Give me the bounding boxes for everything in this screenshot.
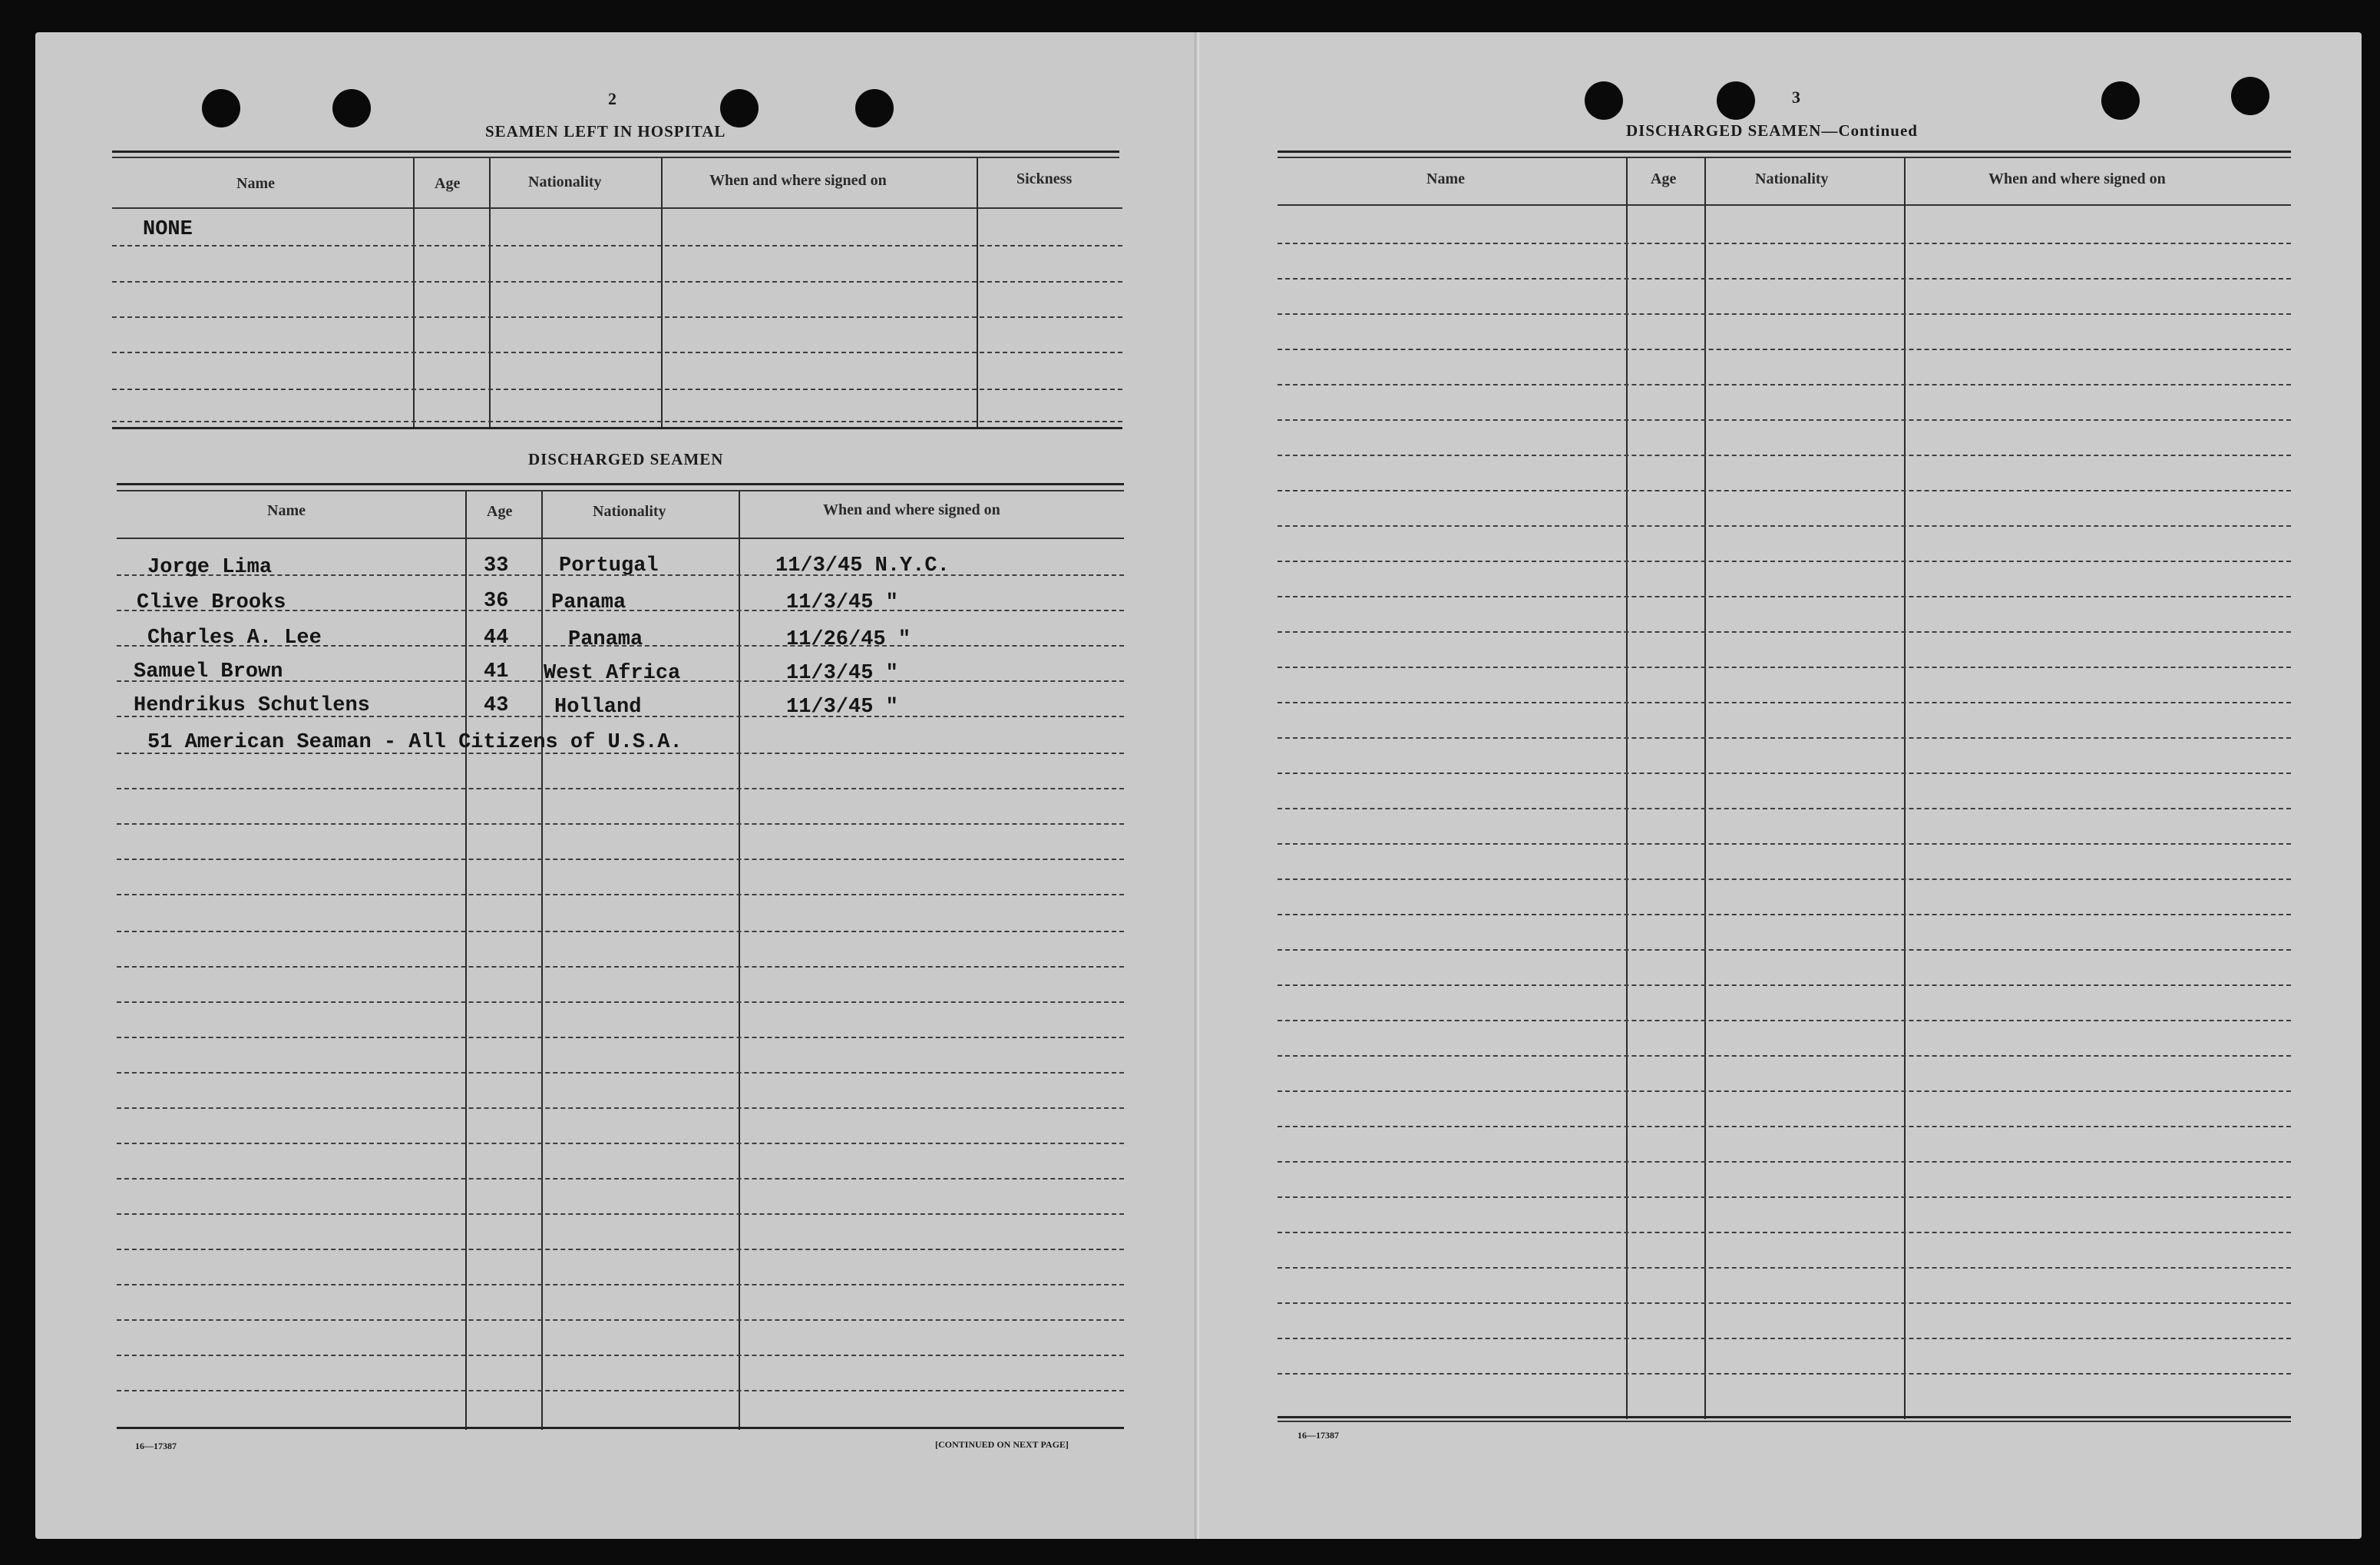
column-header-sickness: Sickness: [1016, 170, 1073, 187]
row-rule: [112, 316, 1122, 318]
seaman-signed-on: 11/3/45 ": [786, 591, 898, 614]
column-header-name: Name: [1426, 170, 1465, 187]
column-header-signed-on: When and where signed on: [709, 172, 887, 189]
left-page: [35, 32, 1198, 1539]
table-bottom-rule: [1278, 1416, 2291, 1418]
punch-hole: [1717, 81, 1755, 120]
column-divider: [413, 158, 415, 427]
row-rule: [112, 245, 1122, 246]
header-rule: [112, 207, 1122, 209]
seaman-name: Jorge Lima: [147, 556, 273, 579]
page-number: 3: [1792, 88, 1800, 107]
punch-hole: [720, 89, 759, 127]
page-number: 2: [608, 89, 616, 108]
form-number: 16—17387: [1297, 1430, 1339, 1441]
divider: [117, 483, 1124, 485]
seaman-age: 33: [484, 554, 509, 577]
column-header-age: Age: [487, 503, 513, 520]
divider: [117, 490, 1124, 491]
column-divider: [465, 491, 467, 1430]
divider: [1278, 151, 2291, 153]
column-header-name: Name: [236, 175, 275, 192]
seaman-signed-on: 11/3/45 ": [786, 696, 898, 719]
seaman-age: 36: [484, 590, 509, 613]
continued-section-title: DISCHARGED SEAMEN—Continued: [1626, 121, 1918, 140]
american-seamen-note: 51 American Seaman - All Citizens of U.S.A.: [147, 731, 683, 754]
column-header-nationality: Nationality: [593, 503, 666, 520]
seaman-age: 43: [484, 694, 509, 717]
right-page: [1199, 32, 2362, 1539]
seaman-signed-on: 11/3/45 N.Y.C.: [775, 554, 950, 577]
punch-hole: [2101, 81, 2140, 120]
header-rule: [1278, 204, 2291, 206]
column-divider: [541, 491, 543, 1430]
row-rule: [112, 421, 1122, 422]
row-rule: [112, 389, 1122, 390]
seaman-nationality: West Africa: [544, 662, 681, 685]
table-bottom-rule: [117, 1427, 1124, 1429]
punch-hole: [332, 89, 371, 127]
column-header-nationality: Nationality: [1755, 170, 1829, 187]
divider: [112, 151, 1119, 153]
divider: [1278, 157, 2291, 158]
column-header-name: Name: [267, 502, 306, 519]
column-divider: [977, 158, 978, 427]
discharged-section-title: DISCHARGED SEAMEN: [528, 450, 724, 468]
seaman-nationality: Panama: [551, 591, 626, 614]
column-header-signed-on: When and where signed on: [1988, 170, 2166, 187]
table-bottom-rule: [112, 427, 1122, 429]
header-rule: [117, 538, 1124, 539]
column-header-age: Age: [435, 175, 461, 192]
punch-hole: [855, 89, 894, 127]
column-header-nationality: Nationality: [528, 174, 602, 190]
hospital-section-title: SEAMEN LEFT IN HOSPITAL: [485, 122, 726, 141]
seaman-age: 41: [484, 660, 509, 683]
seaman-name: Charles A. Lee: [147, 627, 322, 650]
seaman-nationality: Holland: [554, 696, 642, 719]
form-number: 16—17387: [135, 1441, 177, 1451]
seaman-nationality: Portugal: [559, 554, 659, 577]
punch-hole: [2231, 77, 2269, 115]
divider: [112, 157, 1119, 158]
column-divider: [739, 491, 740, 1430]
seaman-nationality: Panama: [568, 628, 643, 651]
seaman-signed-on: 11/26/45 ": [786, 628, 911, 651]
column-header-age: Age: [1651, 170, 1677, 187]
seaman-name: Clive Brooks: [137, 591, 286, 614]
column-divider: [1904, 158, 1906, 1419]
hospital-entry: NONE: [143, 218, 193, 241]
punch-hole: [1585, 81, 1623, 120]
row-rule: [112, 352, 1122, 353]
seaman-name: Samuel Brown: [134, 660, 283, 683]
punch-hole: [202, 89, 240, 127]
seaman-name: Hendrikus Schutlens: [134, 694, 370, 717]
seaman-signed-on: 11/3/45 ": [786, 662, 898, 685]
column-divider: [1626, 158, 1628, 1419]
column-divider: [489, 158, 491, 427]
column-header-signed-on: When and where signed on: [823, 501, 1000, 518]
seaman-age: 44: [484, 627, 509, 650]
row-rule: [112, 281, 1122, 283]
column-divider: [1704, 158, 1706, 1419]
column-divider: [661, 158, 663, 427]
continued-note: [CONTINUED ON NEXT PAGE]: [935, 1439, 1069, 1450]
table-bottom-rule: [1278, 1421, 2291, 1422]
